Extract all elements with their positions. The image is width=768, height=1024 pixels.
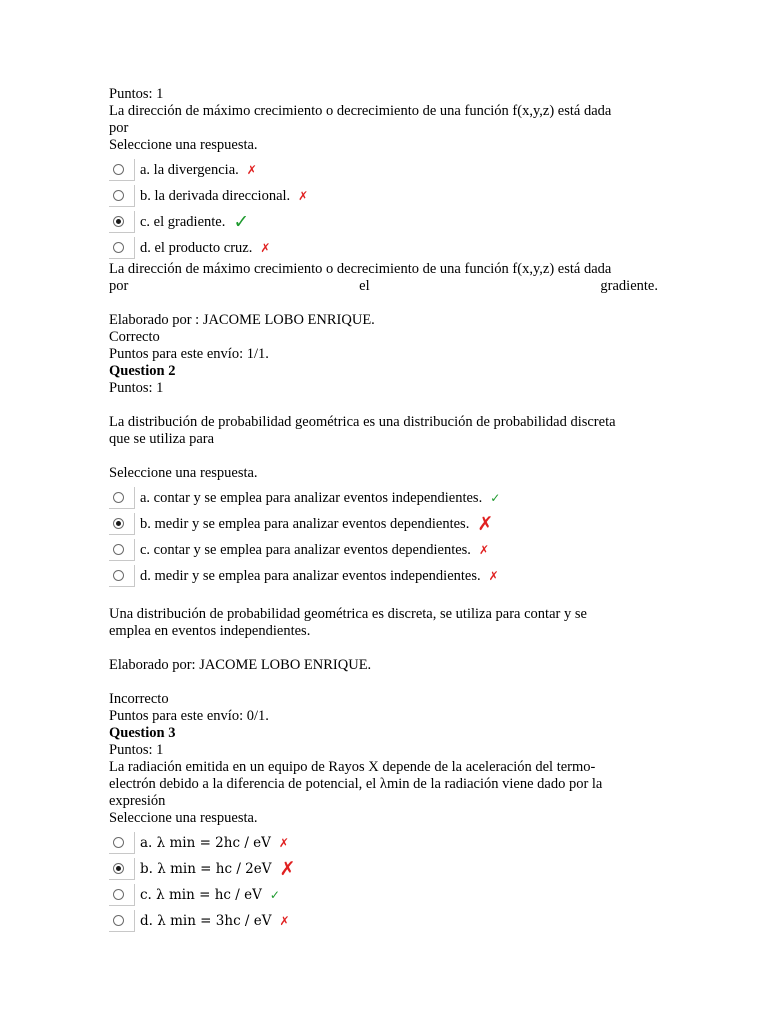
radio-button[interactable] xyxy=(113,837,124,848)
answer-list xyxy=(109,157,658,261)
answer-option[interactable] xyxy=(109,235,658,261)
question-text: expresión xyxy=(109,793,166,809)
cross-icon: ✗ xyxy=(477,512,494,535)
answer-option[interactable] xyxy=(109,882,658,908)
answer-option[interactable] xyxy=(109,511,658,537)
question-1 xyxy=(109,86,658,363)
answer-option[interactable] xyxy=(109,183,658,209)
question-text: electrón debido a la diferencia de potencial, el λmin de la radiación viene dado por la xyxy=(109,776,603,792)
answer-option[interactable] xyxy=(109,485,658,511)
radio-button[interactable] xyxy=(113,570,124,581)
answer-label: b. la derivada direccional. xyxy=(140,187,291,204)
author-text: Elaborado por : JACOME LOBO ENRIQUE. xyxy=(109,312,375,328)
select-prompt: Seleccione una respuesta. xyxy=(109,810,258,826)
answer-list xyxy=(109,485,658,589)
answer-label: c. el gradiente. xyxy=(140,213,226,230)
check-icon: ✓ xyxy=(269,887,280,902)
answer-option[interactable] xyxy=(109,830,658,856)
question-3 xyxy=(109,725,658,934)
question-text: La dirección de máximo crecimiento o decrecimiento de una función f(x,y,z) está dada xyxy=(109,103,612,119)
select-prompt: Seleccione una respuesta. xyxy=(109,465,258,481)
check-icon: ✓ xyxy=(233,210,250,233)
radio-button[interactable] xyxy=(113,915,124,926)
answer-label: d. λ min = 3hc / eV xyxy=(140,912,272,929)
question-title: Question 2 xyxy=(109,363,176,379)
grade-status: Correcto xyxy=(109,329,160,345)
feedback-text: por el gradiente. xyxy=(109,278,658,294)
check-icon: ✓ xyxy=(490,490,501,505)
feedback-text: Una distribución de probabilidad geométrica es discreta, se utiliza para contar y se xyxy=(109,606,587,622)
answer-option[interactable] xyxy=(109,209,658,235)
question-2 xyxy=(109,363,658,725)
score-text: Puntos para este envío: 0/1. xyxy=(109,708,269,724)
radio-button-selected[interactable] xyxy=(113,863,124,874)
author-text: Elaborado por: JACOME LOBO ENRIQUE. xyxy=(109,657,372,673)
answer-label: c. λ min = hc / eV xyxy=(140,886,262,903)
radio-button[interactable] xyxy=(113,242,124,253)
cross-icon: ✗ xyxy=(298,188,309,203)
question-title: Question 3 xyxy=(109,725,176,741)
answer-option[interactable] xyxy=(109,157,658,183)
question-text: por xyxy=(109,120,129,136)
answer-option[interactable] xyxy=(109,563,658,589)
quiz-review-page xyxy=(109,86,658,934)
points-label: Puntos: 1 xyxy=(109,86,164,102)
select-prompt: Seleccione una respuesta. xyxy=(109,137,258,153)
radio-button[interactable] xyxy=(113,889,124,900)
cross-icon: ✗ xyxy=(246,162,257,177)
question-text: La radiación emitida en un equipo de Rayos X depende de la aceleración del termo- xyxy=(109,759,596,775)
radio-button[interactable] xyxy=(113,190,124,201)
answer-label: a. contar y se emplea para analizar eventos independientes. xyxy=(140,489,483,506)
cross-icon: ✗ xyxy=(278,835,289,850)
feedback-text: emplea en eventos independientes. xyxy=(109,623,311,639)
answer-option[interactable] xyxy=(109,537,658,563)
answer-label: d. el producto cruz. xyxy=(140,239,253,256)
cross-icon: ✗ xyxy=(260,240,271,255)
question-text: que se utiliza para xyxy=(109,431,215,447)
cross-icon: ✗ xyxy=(279,913,290,928)
radio-button[interactable] xyxy=(113,164,124,175)
radio-button-selected[interactable] xyxy=(113,518,124,529)
radio-button[interactable] xyxy=(113,492,124,503)
answer-list xyxy=(109,830,658,934)
score-text: Puntos para este envío: 1/1. xyxy=(109,346,269,362)
answer-label: d. medir y se emplea para analizar eventos independientes. xyxy=(140,567,481,584)
points-label: Puntos: 1 xyxy=(109,380,164,396)
answer-option[interactable] xyxy=(109,908,658,934)
answer-label: b. λ min = hc / 2eV xyxy=(140,860,272,877)
radio-button[interactable] xyxy=(113,544,124,555)
cross-icon: ✗ xyxy=(279,857,296,880)
feedback-text: La dirección de máximo crecimiento o decrecimiento de una función f(x,y,z) está dada xyxy=(109,261,612,277)
radio-button-selected[interactable] xyxy=(113,216,124,227)
cross-icon: ✗ xyxy=(478,542,489,557)
answer-option[interactable] xyxy=(109,856,658,882)
grade-status: Incorrecto xyxy=(109,691,169,707)
answer-label: a. λ min = 2hc / eV xyxy=(140,834,271,851)
answer-label: a. la divergencia. xyxy=(140,161,239,178)
cross-icon: ✗ xyxy=(488,568,499,583)
points-label: Puntos: 1 xyxy=(109,742,164,758)
question-text: La distribución de probabilidad geométrica es una distribución de probabilidad discreta xyxy=(109,414,616,430)
answer-label: b. medir y se emplea para analizar eventos dependientes. xyxy=(140,515,470,532)
answer-label: c. contar y se emplea para analizar eventos dependientes. xyxy=(140,541,471,558)
